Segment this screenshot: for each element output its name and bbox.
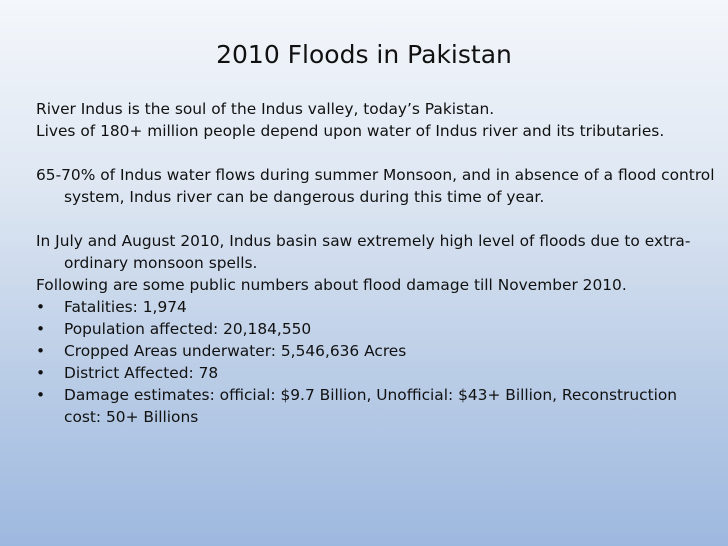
paragraph-indus-soul: River Indus is the soul of the Indus valley, today’s Pakistan.	[36, 100, 495, 118]
bullet-icon: •	[36, 342, 46, 360]
damage-list	[36, 296, 718, 428]
list-item	[36, 384, 718, 428]
bullet-icon: •	[36, 320, 46, 338]
list-item-text: Fatalities: 1,974	[64, 298, 187, 316]
paragraph-floods-2010: In July and August 2010, Indus basin saw extremely high level of floods due to extra-ordinary monsoon spells.	[36, 232, 691, 272]
list-item-text: Population affected: 20,184,550	[64, 320, 312, 338]
list-item	[36, 318, 718, 340]
paragraph-population: Lives of 180+ million people depend upon water of Indus river and its tributaries.	[36, 122, 665, 140]
bullet-icon: •	[36, 364, 46, 382]
bullet-icon: •	[36, 386, 46, 404]
bullet-icon: •	[36, 298, 46, 316]
slide-title: 2010 Floods in Pakistan	[216, 40, 512, 69]
paragraph-public-numbers: Following are some public numbers about flood damage till November 2010.	[36, 276, 627, 294]
list-item-text: Damage estimates: official: $9.7 Billion, Unofficial: $43+ Billion, Reconstruction cost: 50+ Billions	[64, 386, 678, 426]
slide-body	[36, 98, 718, 428]
list-item	[36, 296, 718, 318]
paragraph-monsoon: 65-70% of Indus water flows during summer Monsoon, and in absence of a flood control system, Indus river can be dangerous during this time of year.	[36, 166, 715, 206]
list-item	[36, 362, 718, 384]
list-item-text: Cropped Areas underwater: 5,546,636 Acres	[64, 342, 407, 360]
list-item-text: District Affected: 78	[64, 364, 219, 382]
list-item	[36, 340, 718, 362]
